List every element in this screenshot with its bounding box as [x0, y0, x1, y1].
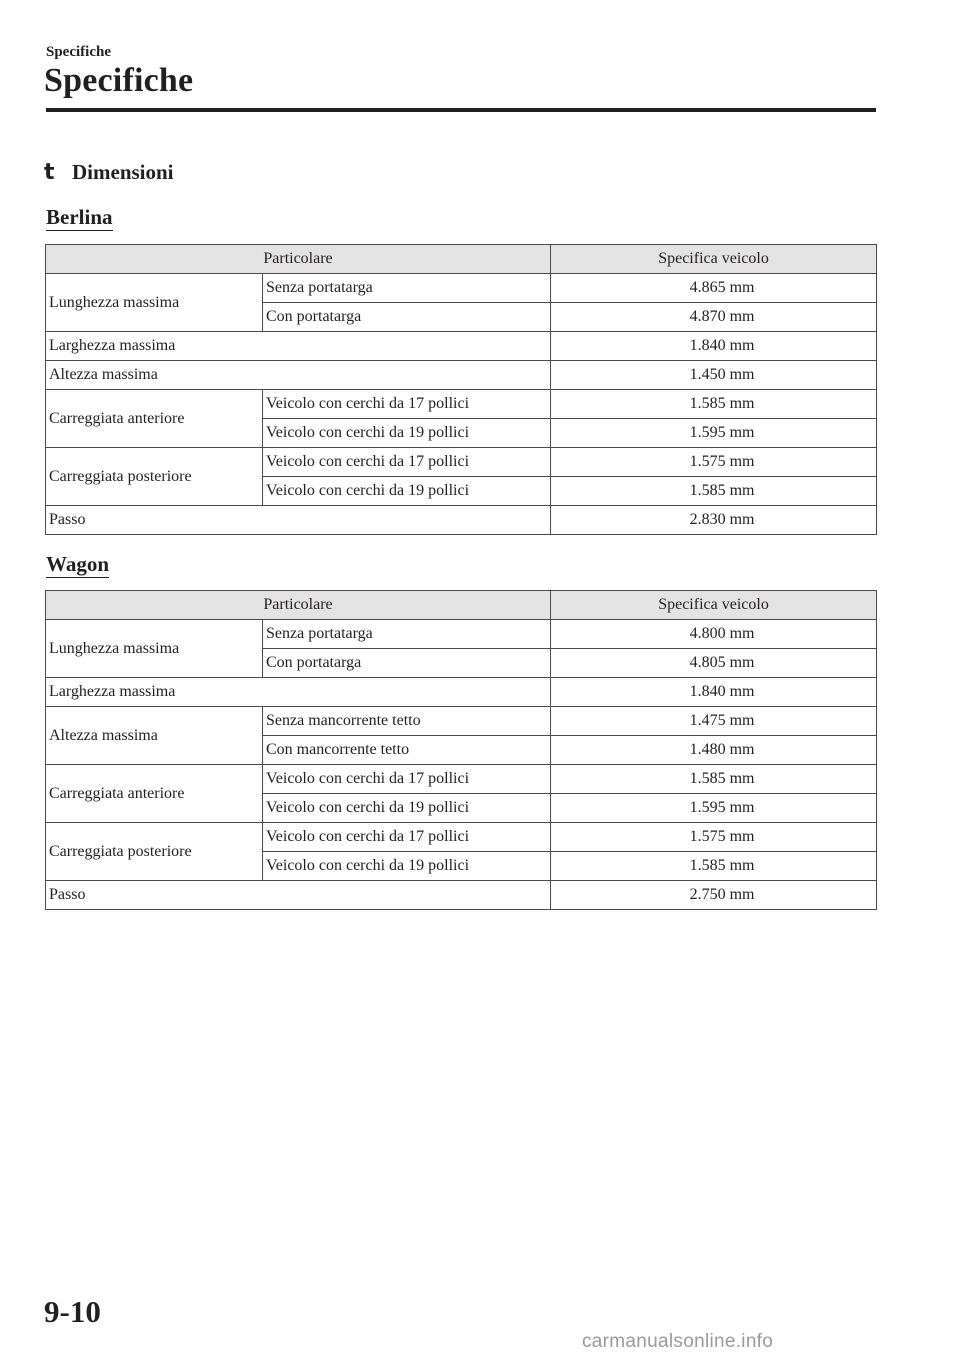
row-sublabel: Senza mancorrente tetto: [263, 707, 551, 736]
section-title: Dimensioni: [72, 160, 174, 184]
row-value: 1.585 mm: [551, 390, 877, 419]
row-value: 4.800 mm: [551, 620, 877, 649]
table-row: [46, 678, 877, 707]
row-label: Larghezza massima: [46, 332, 551, 361]
row-sublabel: Veicolo con cerchi da 19 pollici: [263, 794, 551, 823]
row-label: Altezza massima: [46, 707, 263, 765]
row-label: Passo: [46, 881, 551, 910]
row-value: 1.575 mm: [551, 448, 877, 477]
row-label: Lunghezza massima: [46, 620, 263, 678]
berlina-heading: Berlina: [46, 205, 113, 229]
row-sublabel: Con portatarga: [263, 649, 551, 678]
row-sublabel: Veicolo con cerchi da 19 pollici: [263, 419, 551, 448]
row-label: Carreggiata anteriore: [46, 765, 263, 823]
row-value: 2.750 mm: [551, 881, 877, 910]
row-sublabel: Senza portatarga: [263, 274, 551, 303]
row-label: Lunghezza massima: [46, 274, 263, 332]
row-value: 1.840 mm: [551, 678, 877, 707]
row-value: 4.805 mm: [551, 649, 877, 678]
page-title: Specifiche: [44, 62, 194, 99]
section-marker-icon: t: [44, 160, 55, 185]
row-label: Larghezza massima: [46, 678, 551, 707]
row-label: Altezza massima: [46, 361, 551, 390]
table-row: [46, 823, 877, 852]
table-row: [46, 332, 877, 361]
berlina-table: [45, 244, 877, 535]
column-header-specifica: Specifica veicolo: [551, 591, 877, 620]
row-sublabel: Veicolo con cerchi da 19 pollici: [263, 852, 551, 881]
row-value: 1.585 mm: [551, 765, 877, 794]
row-sublabel: Con portatarga: [263, 303, 551, 332]
table-row: [46, 506, 877, 535]
section-heading: [44, 160, 174, 185]
table-header-row: [46, 245, 877, 274]
table-row: [46, 707, 877, 736]
row-value: 1.840 mm: [551, 332, 877, 361]
row-sublabel: Veicolo con cerchi da 17 pollici: [263, 448, 551, 477]
row-value: 4.870 mm: [551, 303, 877, 332]
row-value: 1.585 mm: [551, 852, 877, 881]
header-rule: [46, 108, 876, 112]
row-value: 4.865 mm: [551, 274, 877, 303]
row-sublabel: Veicolo con cerchi da 19 pollici: [263, 477, 551, 506]
row-value: 1.595 mm: [551, 419, 877, 448]
row-sublabel: Senza portatarga: [263, 620, 551, 649]
row-label: Carreggiata posteriore: [46, 823, 263, 881]
column-header-particolare: Particolare: [46, 245, 551, 274]
row-value: 2.830 mm: [551, 506, 877, 535]
page-number: 9-10: [44, 1294, 101, 1329]
table-row: [46, 881, 877, 910]
row-sublabel: Veicolo con cerchi da 17 pollici: [263, 765, 551, 794]
row-label: Carreggiata anteriore: [46, 390, 263, 448]
wagon-heading: Wagon: [46, 552, 110, 576]
row-value: 1.480 mm: [551, 736, 877, 765]
column-header-particolare: Particolare: [46, 591, 551, 620]
row-value: 1.450 mm: [551, 361, 877, 390]
column-header-specifica: Specifica veicolo: [551, 245, 877, 274]
table-row: [46, 361, 877, 390]
row-label: Carreggiata posteriore: [46, 448, 263, 506]
table-row: [46, 274, 877, 303]
row-value: 1.585 mm: [551, 477, 877, 506]
row-value: 1.575 mm: [551, 823, 877, 852]
row-value: 1.595 mm: [551, 794, 877, 823]
table-row: [46, 765, 877, 794]
table-row: [46, 620, 877, 649]
row-label: Passo: [46, 506, 551, 535]
table-row: [46, 390, 877, 419]
row-sublabel: Veicolo con cerchi da 17 pollici: [263, 390, 551, 419]
running-header: Specifiche: [46, 44, 111, 60]
row-value: 1.475 mm: [551, 707, 877, 736]
watermark: carmanualsonline.info: [582, 1331, 774, 1352]
wagon-table: [45, 590, 877, 910]
table-row: [46, 448, 877, 477]
row-sublabel: Veicolo con cerchi da 17 pollici: [263, 823, 551, 852]
row-sublabel: Con mancorrente tetto: [263, 736, 551, 765]
table-header-row: [46, 591, 877, 620]
